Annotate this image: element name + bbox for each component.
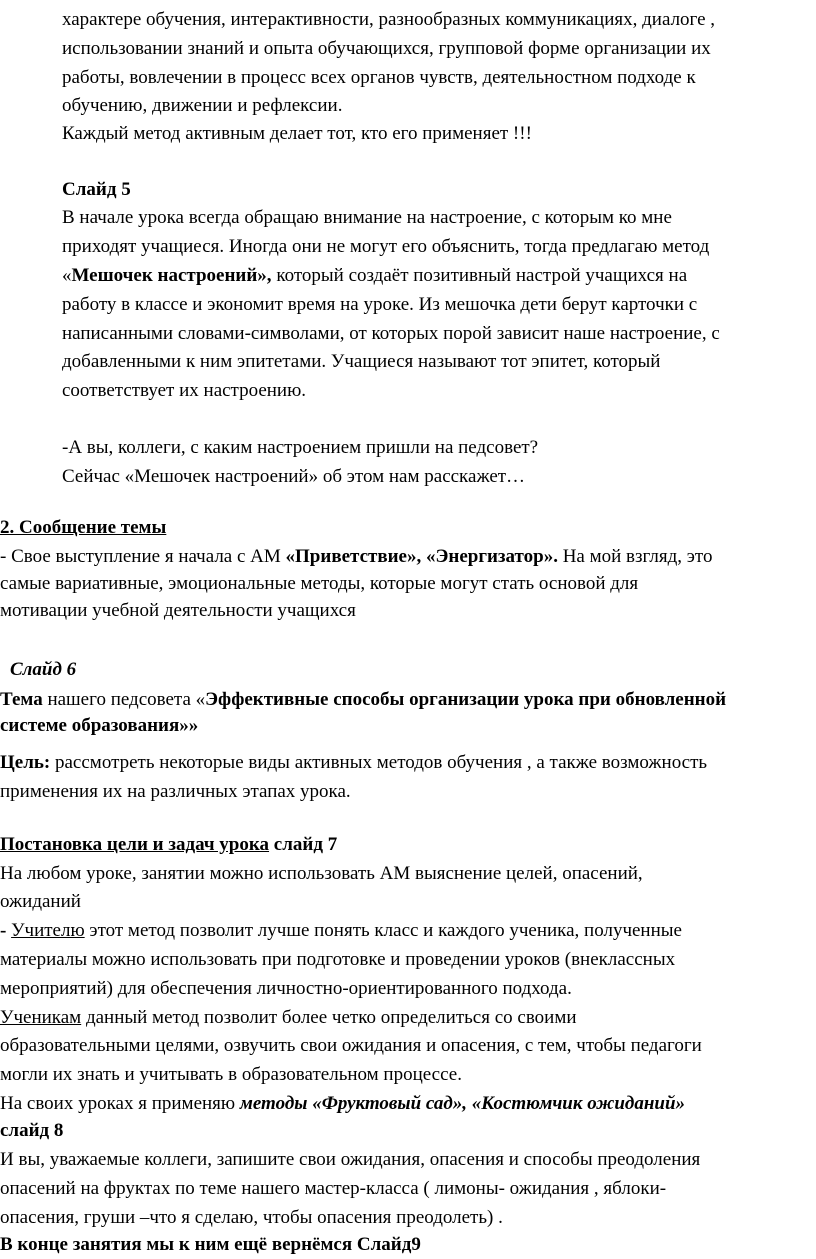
section2-line-3: мотивации учебной деятельности учащихся (0, 600, 356, 621)
section2-line-2: самые вариативные, эмоциональные методы, которые могут стать основой для (0, 573, 639, 594)
goals-line-5: мероприятий) для обеспечения личностно-ориентированного подхода. (0, 978, 572, 999)
intro-line-3: работы, вовлечении в процесс всех органов чувств, деятельностном подходе к (62, 67, 696, 88)
section2-heading: 2. Сообщение темы (0, 517, 167, 538)
goals-line-11: И вы, уважаемые коллеги, запишите свои ожидания, опасения и способы преодоления (0, 1149, 701, 1170)
teacher-label: Учителю (11, 920, 85, 941)
slide5-heading: Слайд 5 (62, 179, 131, 200)
section2-line-1-rest: На мой взгляд, это (557, 546, 713, 567)
goals-line-7: образовательными целями, озвучить свои ожидания и опасения, с тем, чтобы педагоги (0, 1035, 702, 1056)
section2-line-1 (0, 543, 712, 571)
method-names-greeting-energizer: «Приветствие», «Энергизатор». (285, 546, 558, 567)
slide6-theme-line-1 (0, 686, 726, 714)
slide5-question-2: Сейчас «Мешочек настроений» об этом нам расскажет… (62, 466, 526, 487)
goals-line-4: материалы можно использовать при подготовке и проведении уроков (внеклассных (0, 949, 676, 970)
goals-line-13: опасения, груши –что я сделаю, чтобы опасения преодолеть) . (0, 1207, 503, 1228)
slide5-line-2: приходят учащиеся. Иногда они не могут его объяснить, тогда предлагаю метод (62, 236, 710, 257)
theme-title: Эффективные способы организации урока при обновленной (205, 689, 727, 710)
intro-line-1: характере обучения, интерактивности, разнообразных коммуникациях, диалоге , (62, 9, 716, 30)
method-names-fruit-garden: методы «Фруктовый сад», «Костюмчик ожиданий» (239, 1093, 686, 1114)
goals-heading-underlined: Постановка цели и задач урока (0, 834, 270, 855)
slide5-line-6: добавленными к ним эпитетами. Учащиеся называют тот эпитет, который (62, 351, 661, 372)
goals-dash: - (0, 920, 12, 941)
slide6-goal-line-2: применения их на различных этапах урока. (0, 781, 351, 802)
goals-line-9 (0, 1090, 685, 1118)
slide5-line-7: соответствует их настроению. (62, 380, 307, 401)
goals-line-6-rest: данный метод позволит более четко определиться со своими (81, 1007, 577, 1028)
section2-line-1-start: - Свое выступление я начала с АМ (0, 546, 286, 567)
goals-heading-slide: слайд 7 (269, 834, 338, 855)
goals-line-3-rest: этот метод позволит лучше понять класс и каждого ученика, полученные (84, 920, 682, 941)
goals-line-9-start: На своих уроках я применяю (0, 1093, 240, 1114)
method-name-mood-bag: Мешочек настроений», (71, 265, 272, 286)
slide5-line-5: написанными словами-символами, от которых порой зависит наше настроение, с (62, 323, 720, 344)
theme-mid: нашего педсовета « (42, 689, 206, 710)
intro-line-5: Каждый метод активным делает тот, кто его применяет !!! (62, 123, 532, 144)
slide6-goal-line-1 (0, 749, 707, 777)
goals-line-1: На любом уроке, занятии можно использовать АМ выяснение целей, опасений, (0, 863, 643, 884)
intro-line-2: использовании знаний и опыта обучающихся, групповой форме организации их (62, 38, 711, 59)
slide6-heading: Слайд 6 (10, 659, 77, 680)
slide5-line-4: работу в классе и экономит время на уроке. Из мешочка дети берут карточки с (62, 294, 698, 315)
intro-line-4: обучению, движении и рефлексии. (62, 95, 343, 116)
slide5-line-3 (62, 262, 687, 290)
goal-text: рассмотреть некоторые виды активных методов обучения , а также возможность (50, 752, 708, 773)
goal-label: Цель: (0, 752, 51, 773)
slide5-line-1: В начале урока всегда обращаю внимание на настроение, с которым ко мне (62, 207, 672, 228)
students-label: Ученикам (0, 1007, 82, 1028)
slide8-label: слайд 8 (0, 1120, 64, 1141)
slide5-line-3-rest: который создаёт позитивный настрой учащихся на (271, 265, 688, 286)
goals-line-8: могли их знать и учитывать в образовательном процессе. (0, 1064, 462, 1085)
goals-line-12: опасений на фруктах по теме нашего мастер-класса ( лимоны- ожидания , яблоки- (0, 1178, 667, 1199)
goals-line-6 (0, 1004, 577, 1032)
goals-line-14: В конце занятия мы к ним ещё вернёмся Слайд9 (0, 1234, 421, 1255)
goals-line-2: ожиданий (0, 891, 81, 912)
slide6-theme-line-2: системе образования»» (0, 715, 199, 736)
slide5-question-1: -А вы, коллеги, с каким настроением пришли на педсовет? (62, 437, 539, 458)
goals-heading (0, 831, 337, 859)
slide5-quote-open: « (62, 265, 72, 286)
theme-label: Тема (0, 689, 43, 710)
goals-line-3 (0, 917, 682, 945)
